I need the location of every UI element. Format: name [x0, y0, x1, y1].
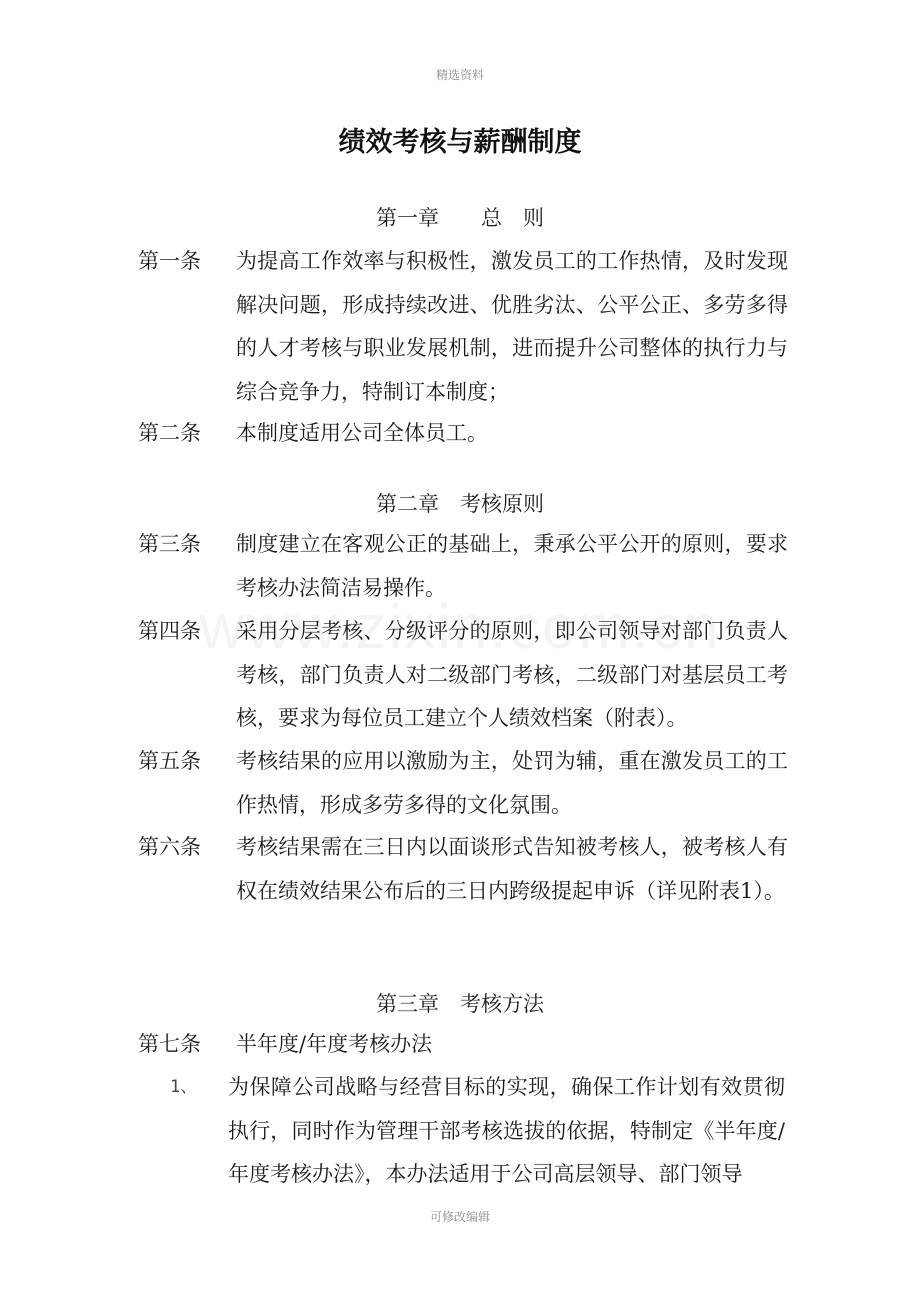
article-text: 半年度/年度考核办法	[236, 1032, 433, 1056]
article	[138, 610, 788, 741]
article-text: 采用分层考核、分级评分的原则，即公司领导对部门负责人考核，部门负责人对二级部门考核，二级部门对基层员工考核，要求为每位员工建立个人绩效档案（附表）。	[236, 619, 788, 730]
item-text: 为保障公司战略与经营目标的实现，确保工作计划有效贯彻执行，同时作为管理干部考核选拔的依据，特制定《半年度/年度考核办法》，本办法适用于公司高层领导、部门领导	[228, 1075, 785, 1186]
document-title: 绩效考核与薪酬制度	[338, 127, 582, 158]
article-text: 本制度适用公司全体员工。	[236, 421, 488, 445]
article-number: 第五条	[138, 749, 201, 773]
article	[138, 523, 788, 610]
article-text: 制度建立在客观公正的基础上，秉承公平公开的原则，要求考核办法简洁易操作。	[236, 532, 788, 600]
chapter-heading: 第一章 总 则	[376, 206, 544, 230]
chapter-heading: 第三章 考核方法	[376, 992, 544, 1016]
footer-mark: 可修改编辑	[429, 1210, 490, 1224]
article	[138, 240, 788, 414]
article-text: 为提高工作效率与积极性，激发员工的工作热情，及时发现解决问题，形成持续改进、优胜劣汰、公平公正、多劳多得的人才考核与职业发展机制，进而提升公司整体的执行力与综合竞争力，特制订本制度；	[236, 249, 788, 404]
chapter-heading: 第二章 考核原则	[376, 492, 544, 516]
article	[138, 826, 788, 913]
article-number: 第六条	[138, 835, 201, 859]
article	[138, 740, 788, 827]
item-number: 1、	[170, 1077, 198, 1097]
article-text: 考核结果需在三日内以面谈形式告知被考核人，被考核人有权在绩效结果公布后的三日内跨级提起申诉（详见附表1）。	[236, 835, 788, 903]
article-number: 第三条	[138, 532, 201, 556]
list-item	[170, 1066, 785, 1197]
article-number: 第七条	[138, 1032, 201, 1056]
article	[138, 1023, 788, 1067]
article-number: 第一条	[138, 249, 201, 273]
article-number: 第四条	[138, 619, 201, 643]
article-number: 第二条	[138, 421, 201, 445]
header-mark: 精选资料	[435, 68, 484, 82]
article-text: 考核结果的应用以激励为主，处罚为辅，重在激发员工的工作热情，形成多劳多得的文化氛围。	[236, 749, 788, 817]
article	[138, 412, 788, 456]
